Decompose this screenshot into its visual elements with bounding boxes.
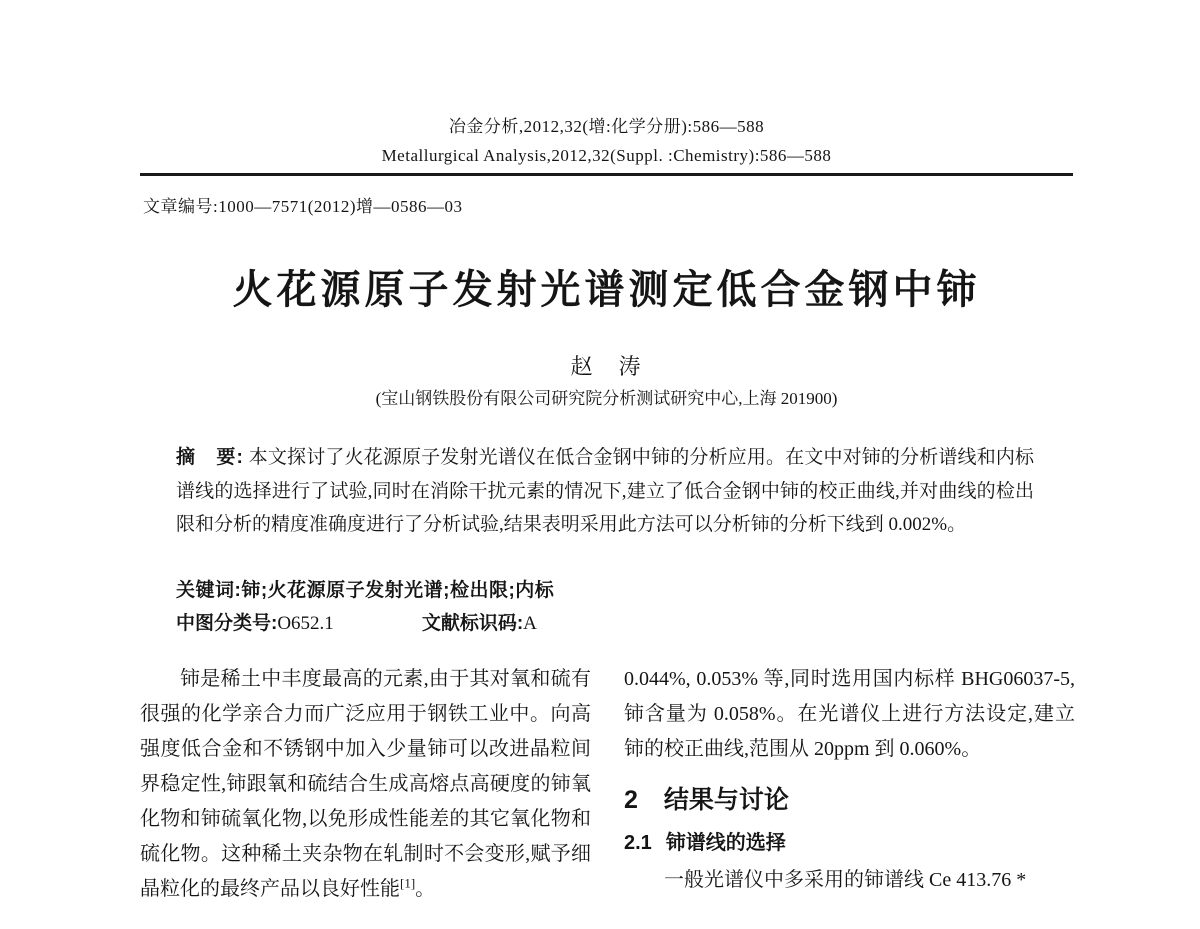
journal-title-cn: 冶金分析,2012,32(增:化学分册):586—588	[448, 117, 765, 136]
paper-title: 火花源原子发射光谱测定低合金钢中铈	[232, 268, 981, 312]
clc-label: 中图分类号:	[176, 613, 278, 634]
keywords-section	[176, 575, 1034, 602]
section-2-1-number: 2.1	[624, 832, 652, 854]
author-affiliation: (宝山钢铁股份有限公司研究院分析测试研究中心,上海 201900)	[375, 389, 838, 408]
journal-title-en: Metallurgical Analysis,2012,32(Suppl. :Chemistry):586—588	[381, 146, 832, 165]
doc-code-value: A	[523, 613, 537, 634]
intro-paragraph-period: 。	[415, 878, 436, 900]
intro-paragraph-text: 铈是稀土中丰度最高的元素,由于其对氧和硫有很强的化学亲合力而广泛应用于钢铁工业中。向高强度低合金和不锈钢中加入少量铈可以改进晶粒间界稳定性,铈跟氧和硫结合生成高熔点高硬度的铈氧化物和铈硫氧化物,以免形成性能差的其它氧化物和硫化物。这种稀土夹杂物在轧制时不会变形,赋予细晶粒化的最终产品以良好性能	[140, 668, 591, 900]
author-name: 赵 涛	[570, 354, 643, 379]
keywords-label: 关键词:	[176, 580, 242, 601]
article-number: 文章编号:1000—7571(2012)增—0586—03	[143, 197, 463, 216]
abstract-text: 本文探讨了火花源原子发射光谱仪在低合金钢中铈的分析应用。在文中对铈的分析谱线和内标谱线的选择进行了试验,同时在消除干扰元素的情况下,建立了低合金钢中铈的校正曲线,并对曲线的检出限和分析的精度准确度进行了分析试验,结果表明采用此方法可以分析铈的分析下线到 0.002%。	[176, 447, 1035, 535]
left-column	[140, 662, 591, 907]
journal-header	[140, 112, 1073, 170]
clc-value: O652.1	[277, 613, 334, 634]
reference-marker-1: [1]	[400, 875, 416, 891]
right-column	[624, 662, 1075, 907]
body-two-columns	[140, 662, 1075, 907]
section-2-1-heading	[624, 827, 1075, 859]
section-2-title: 结果与讨论	[663, 786, 789, 814]
abstract-section	[176, 441, 1034, 542]
method-continuation-paragraph: 0.044%, 0.053% 等,同时选用国内标样 BHG06037-5,铈含量为 0.058%。在光谱仪上进行方法设定,建立铈的校正曲线,范围从 20ppm 到 0.060%。	[624, 668, 1075, 760]
section-2-heading	[624, 783, 1075, 817]
classification-line	[176, 608, 1034, 635]
doc-code-label: 文献标识码:	[421, 613, 524, 634]
section-2-1-title: 铈谱线的选择	[665, 832, 786, 854]
intro-paragraph	[140, 662, 591, 907]
abstract-label: 摘 要:	[176, 447, 244, 468]
spectral-line-paragraph: 一般光谱仪中多采用的铈谱线 Ce 413.76 *	[664, 869, 1027, 891]
header-divider-rule	[140, 173, 1073, 176]
keywords-text: 铈;火花源原子发射光谱;检出限;内标	[241, 580, 555, 601]
section-2-number: 2	[624, 786, 638, 814]
